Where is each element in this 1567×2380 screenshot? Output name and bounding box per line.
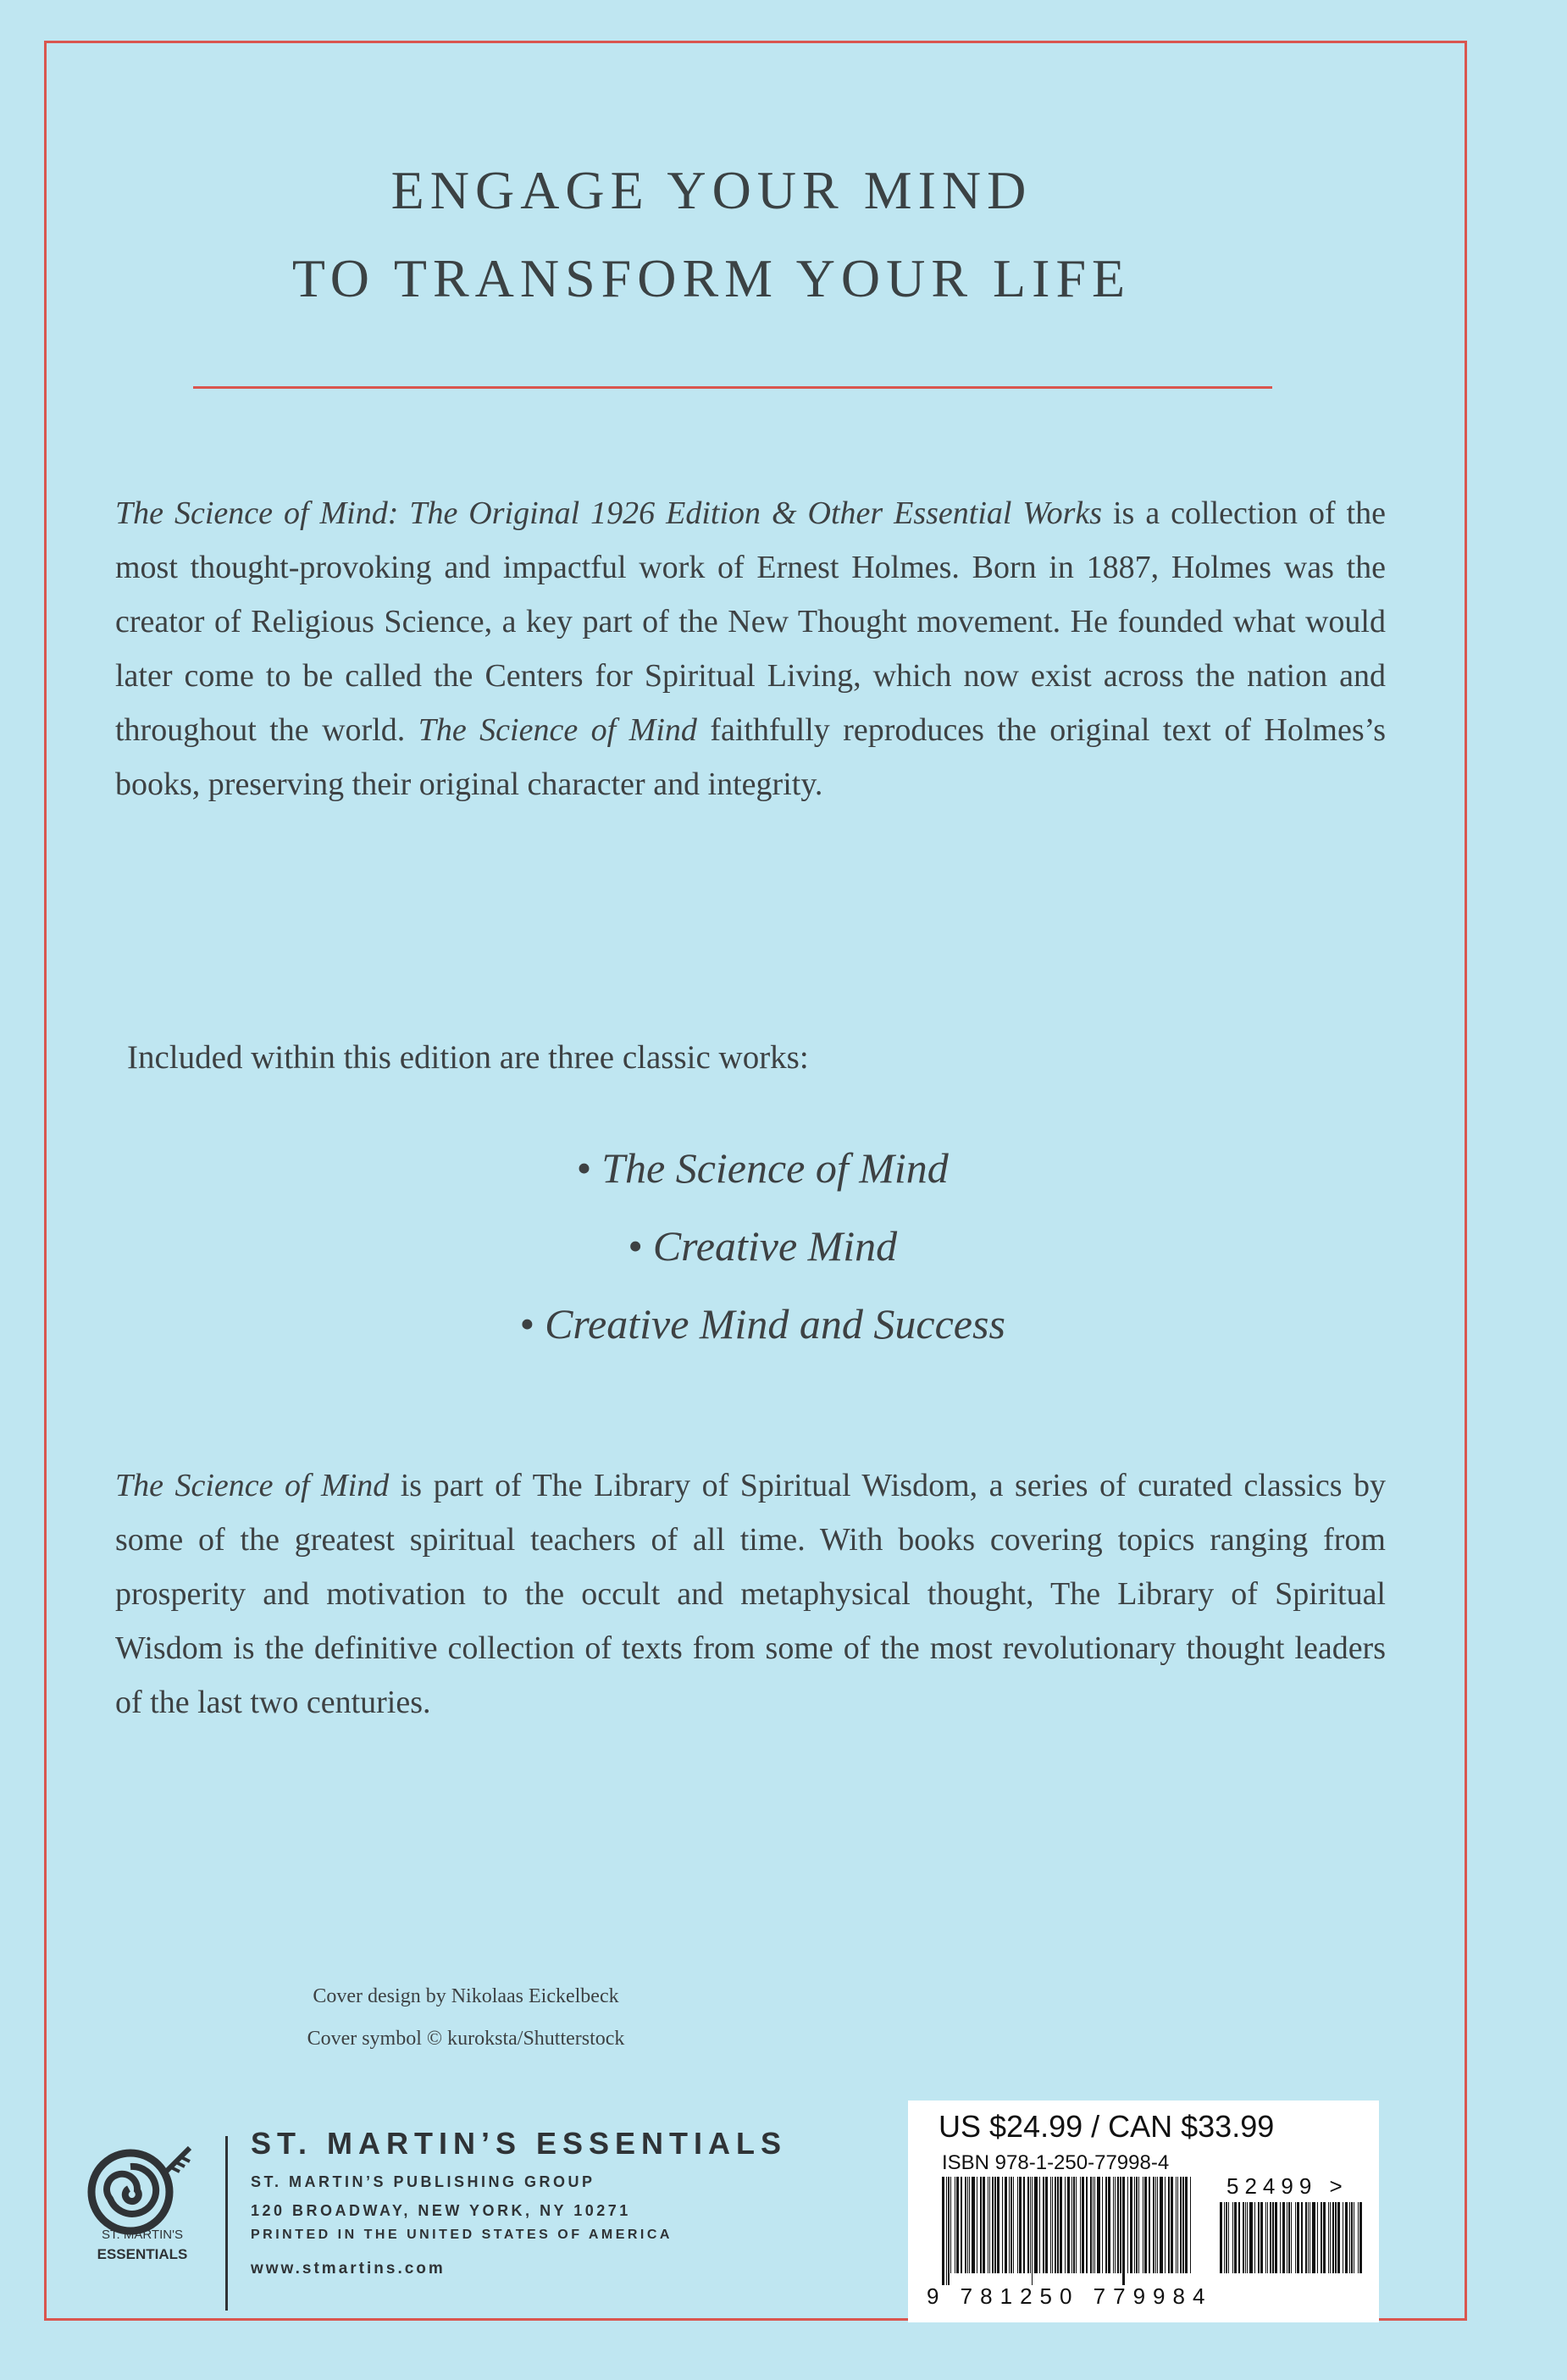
barcode-bar (997, 2177, 999, 2273)
barcode-bar (942, 2177, 944, 2285)
barcode-bar (1134, 2177, 1135, 2273)
barcode-bar (1275, 2202, 1277, 2273)
barcode-bar (1190, 2177, 1191, 2273)
barcode-bar (1153, 2177, 1154, 2273)
barcode-bar (969, 2177, 970, 2273)
barcode-bar (1155, 2177, 1156, 2273)
barcode-bar (1067, 2177, 1070, 2273)
barcode-bar (1130, 2177, 1132, 2273)
isbn-label: ISBN 978-1-250-77998-4 (942, 2151, 1170, 2174)
barcode-bar (1308, 2202, 1309, 2273)
barcode-bar (1270, 2202, 1271, 2273)
price-label: US $24.99 / CAN $33.99 (939, 2109, 1275, 2144)
barcode-bar (1182, 2177, 1184, 2273)
barcode-bar (956, 2177, 959, 2273)
price-barcode-icon (1220, 2202, 1364, 2285)
barcode-bar (1094, 2177, 1095, 2273)
headline-line-1: ENGAGE YOUR MIND (390, 160, 1033, 220)
barcode-bar (946, 2177, 947, 2285)
barcode-bar (1050, 2177, 1051, 2273)
description-text-a: is a collection of the most thought-provoking and impactful work of Ernest Holmes. Born in 1887, Holmes was the creator of Religious Science, a key part of the New Thought movement. He founded what would later come to be called the Centers for Spiritual Living, which now exist across the nation and throughout the world. (115, 495, 1386, 748)
barcode-bar (1288, 2202, 1290, 2273)
barcode-bar (1060, 2177, 1062, 2273)
barcode-bar (1065, 2177, 1066, 2273)
barcode-bar (1120, 2177, 1121, 2273)
barcode-bar (1245, 2202, 1246, 2273)
barcode-bar (948, 2177, 950, 2285)
barcode-bar (1034, 2177, 1038, 2273)
barcode-bar (1149, 2177, 1150, 2273)
barcode-bar (1117, 2177, 1119, 2273)
barcode-bar (1097, 2177, 1100, 2273)
barcode-bar (1039, 2177, 1040, 2273)
barcode-bar (1272, 2202, 1274, 2273)
barcode-bar (1305, 2202, 1307, 2273)
barcode-bar (1043, 2177, 1044, 2273)
book-title-italic: The Science of Mind: The Original 1926 Edition & Other Essential Works (115, 495, 1103, 531)
barcode-bar (1102, 2177, 1103, 2273)
barcode-bar (1108, 2177, 1110, 2273)
barcode-bar (1297, 2202, 1299, 2273)
barcode-bar (1011, 2177, 1012, 2273)
barcode-bar (1349, 2202, 1350, 2273)
barcode-bar (1330, 2202, 1331, 2273)
work-item-2: • Creative Mind (627, 1222, 898, 1270)
description-paragraph (115, 486, 1386, 811)
series-text: is part of The Library of Spiritual Wisdom, a series of curated classics by some of the greatest spiritual teachers of all time. With books covering topics ranging from prosperity and motivation to the occult and metaphysical thought, The Library of Spiritual Wisdom is the definitive collection of texts from some of the most revolutionary thought leaders of the last two centuries. (115, 1468, 1386, 1720)
printed-in: PRINTED IN THE UNITED STATES OF AMERICA (251, 2228, 673, 2242)
publisher-separator (225, 2136, 228, 2311)
barcode-bar (1267, 2202, 1268, 2273)
barcode-bar (1312, 2202, 1315, 2273)
barcode-bar (1138, 2177, 1139, 2273)
description-text-b: faithfully reproduces the original text of Holmes’s books, preserving their original character and integrity. (115, 712, 1386, 802)
barcode-bar (1180, 2177, 1182, 2273)
barcode-bar (967, 2177, 968, 2273)
publisher-name: ST. MARTIN’S ESSENTIALS (251, 2126, 788, 2161)
barcode-bar (1234, 2202, 1237, 2273)
barcode-bar (1045, 2177, 1048, 2273)
barcode-bar (1055, 2177, 1056, 2273)
barcode-bar (1113, 2177, 1114, 2273)
barcode-bar (1157, 2177, 1158, 2273)
barcode-bar (1280, 2202, 1281, 2273)
barcode-bar (1122, 2177, 1125, 2285)
barcode-bar (1345, 2202, 1348, 2273)
barcode-bar (1023, 2177, 1025, 2273)
logo-caption-2: ESSENTIALS (97, 2246, 188, 2262)
barcode-bar (1243, 2202, 1244, 2273)
barcode-bar (1082, 2177, 1084, 2273)
barcode-bar (972, 2177, 975, 2273)
barcode-bar (1136, 2177, 1138, 2273)
barcode-bar (992, 2177, 994, 2273)
barcode-bar (1093, 2177, 1094, 2273)
barcode-bar (1249, 2202, 1253, 2273)
barcode-bar (1232, 2202, 1233, 2273)
barcode-bar (1238, 2202, 1240, 2273)
barcode-bar (1027, 2177, 1029, 2273)
barcode-bar (1115, 2177, 1116, 2273)
barcode-bar (1052, 2177, 1053, 2273)
barcode-bar (1265, 2202, 1266, 2273)
barcode-bar (1247, 2202, 1248, 2273)
cover-design-credit: Cover design by Nikolaas Eickelbeck (313, 1985, 619, 2007)
publisher-logo-icon (81, 2138, 203, 2299)
barcode-bar (1328, 2202, 1329, 2273)
barcode-bar (1105, 2177, 1107, 2273)
barcode-bar (1013, 2177, 1014, 2273)
book-title-italic-2: The Science of Mind (418, 712, 697, 748)
barcode-bar (1282, 2202, 1285, 2273)
publisher-url: www.stmartins.com (251, 2260, 446, 2278)
barcode-bar (1160, 2177, 1163, 2273)
barcode-bar (1171, 2177, 1173, 2273)
barcode-bar (965, 2177, 966, 2273)
barcode-bar (1030, 2177, 1031, 2273)
barcode-bar (1228, 2202, 1229, 2273)
barcode-bar (1165, 2177, 1166, 2273)
publisher-group: ST. MARTIN’S PUBLISHING GROUP (251, 2173, 595, 2190)
barcode-bar (950, 2177, 951, 2273)
barcode-bar (1086, 2177, 1088, 2273)
barcode-bar (1321, 2202, 1322, 2273)
barcode-bar (1258, 2202, 1260, 2273)
barcode-digits: 9 781250 779984 (927, 2283, 1213, 2309)
barcode-bar (1301, 2202, 1303, 2273)
barcode-bar (1177, 2177, 1178, 2273)
barcode-bar (1005, 2177, 1007, 2273)
barcode-bar (1332, 2202, 1334, 2273)
barcode-bar (1220, 2202, 1222, 2273)
barcode-bar (1226, 2202, 1227, 2273)
barcode-bar (1009, 2177, 1010, 2273)
barcode-bar (989, 2177, 990, 2273)
barcode-bar (1291, 2202, 1292, 2273)
barcode-bar (1295, 2202, 1296, 2273)
barcode-bar (980, 2177, 982, 2273)
barcode-bar (1359, 2202, 1362, 2273)
barcode-bar (1071, 2177, 1072, 2273)
barcode-bar (1144, 2177, 1147, 2273)
barcode-bar (1358, 2202, 1359, 2273)
work-item-3: • Creative Mind and Success (519, 1300, 1005, 1348)
barcode-bar (994, 2177, 996, 2273)
barcode-bar (1080, 2177, 1081, 2273)
publisher-address: 120 BROADWAY, NEW YORK, NY 10271 (251, 2202, 631, 2219)
barcode-bar (1224, 2202, 1225, 2273)
barcode-bar (1017, 2177, 1018, 2273)
barcode-bar (1073, 2177, 1075, 2273)
series-paragraph (115, 1458, 1386, 1730)
barcode-bar (1260, 2202, 1263, 2273)
cover-symbol-credit: Cover symbol © kuroksta/Shutterstock (307, 2028, 625, 2050)
barcode-bar (1337, 2202, 1340, 2273)
barcode-bar (1254, 2202, 1255, 2273)
barcode-bar (1323, 2202, 1326, 2273)
work-item-1: • The Science of Mind (576, 1144, 949, 1192)
barcode-bar (1185, 2177, 1188, 2273)
logo-caption-1: ST. MARTIN'S (102, 2228, 183, 2242)
barcode-bar (1127, 2177, 1128, 2273)
isbn-barcode-icon (942, 2177, 1196, 2285)
barcode-bar (983, 2177, 985, 2273)
price-code: 52499 > (1226, 2173, 1348, 2199)
barcode-bar (1335, 2202, 1337, 2273)
barcode-bar (1002, 2177, 1003, 2273)
barcode-bar (1351, 2202, 1353, 2273)
barcode-bar (1057, 2177, 1059, 2273)
barcode-bar (1168, 2177, 1170, 2273)
barcode-bar (1317, 2202, 1318, 2273)
headline-divider (193, 386, 1272, 389)
included-intro: Included within this edition are three classic works: (127, 1039, 809, 1076)
barcode-bar (961, 2177, 962, 2273)
barcode-bar (1076, 2177, 1077, 2273)
barcode-bar (1032, 2177, 1033, 2285)
barcode-bar (1176, 2177, 1177, 2273)
headline-line-2: TO TRANSFORM YOUR LIFE (291, 248, 1132, 308)
series-book-title: The Science of Mind (115, 1468, 390, 1503)
barcode-bar (1019, 2177, 1022, 2273)
barcode-bar (1090, 2177, 1092, 2273)
